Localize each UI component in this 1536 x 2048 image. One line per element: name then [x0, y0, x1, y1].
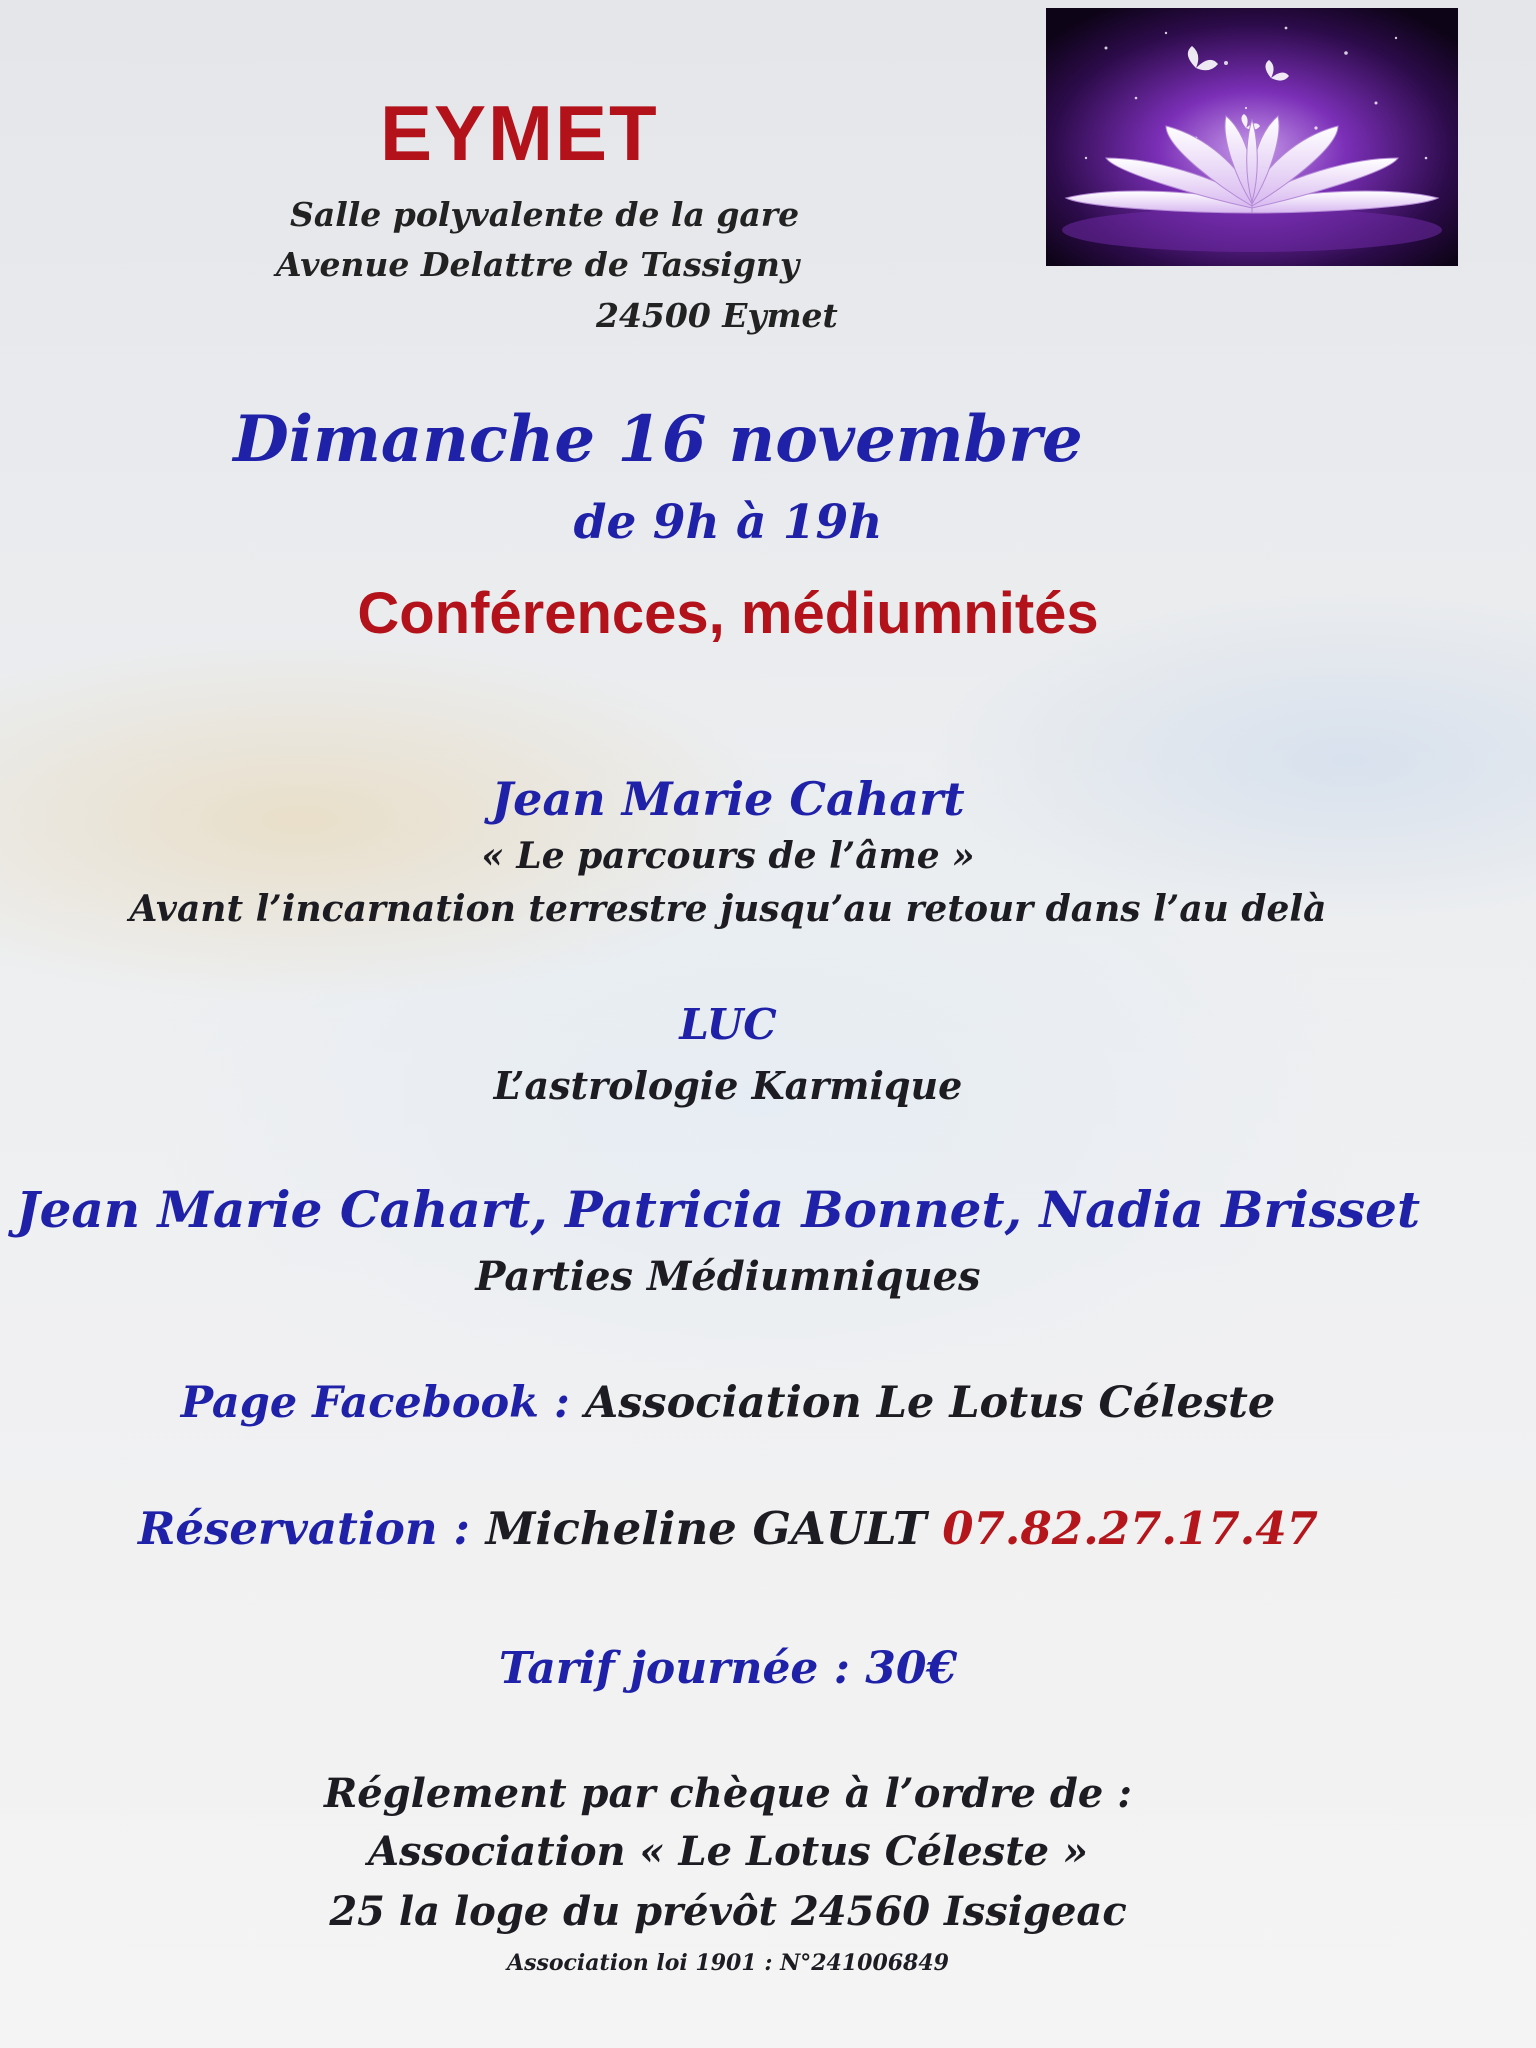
mediums-label: Parties Médiumniques: [475, 1253, 981, 1300]
tarif-line: Tarif journée : 30€: [498, 1643, 958, 1694]
payment-line-3: 25 la loge du prévôt 24560 Issigeac: [329, 1888, 1127, 1935]
address-line-venue: Salle polyvalente de la gare: [290, 195, 800, 234]
reservation-label: Réservation :: [138, 1502, 470, 1555]
event-hours: de 9h à 19h: [573, 495, 883, 550]
event-heading: Conférences, médiumnités: [357, 581, 1099, 646]
speaker-1-name: Jean Marie Cahart: [491, 772, 965, 826]
lotus-flower-image: [1046, 8, 1458, 266]
talk-1-title: « Le parcours de l’âme »: [481, 835, 975, 877]
facebook-value: Association Le Lotus Céleste: [584, 1378, 1276, 1428]
poster-title: EYMET: [380, 89, 659, 177]
payment-line-1: Réglement par chèque à l’ordre de :: [323, 1770, 1132, 1817]
talk-2-title: L’astrologie Karmique: [493, 1063, 963, 1108]
facebook-label: Page Facebook :: [180, 1378, 570, 1428]
event-date: Dimanche 16 novembre: [233, 402, 1083, 477]
reservation-line: [0, 1502, 1496, 1555]
mediums-names: Jean Marie Cahart, Patricia Bonnet, Nadia Brisset: [15, 1180, 1421, 1239]
facebook-line: [0, 1378, 1496, 1428]
payment-line-2: Association « Le Lotus Céleste »: [367, 1828, 1089, 1875]
reservation-name: Micheline GAULT: [485, 1502, 927, 1555]
association-registration: Association loi 1901 : N°241006849: [507, 1950, 949, 1976]
speaker-2-name: LUC: [679, 1000, 777, 1049]
address-line-city: 24500 Eymet: [596, 296, 838, 335]
reservation-phone: 07.82.27.17.47: [942, 1502, 1318, 1555]
address-line-street: Avenue Delattre de Tassigny: [276, 245, 800, 284]
talk-1-subtitle: Avant l’incarnation terrestre jusqu’au retour dans l’au delà: [129, 888, 1327, 930]
